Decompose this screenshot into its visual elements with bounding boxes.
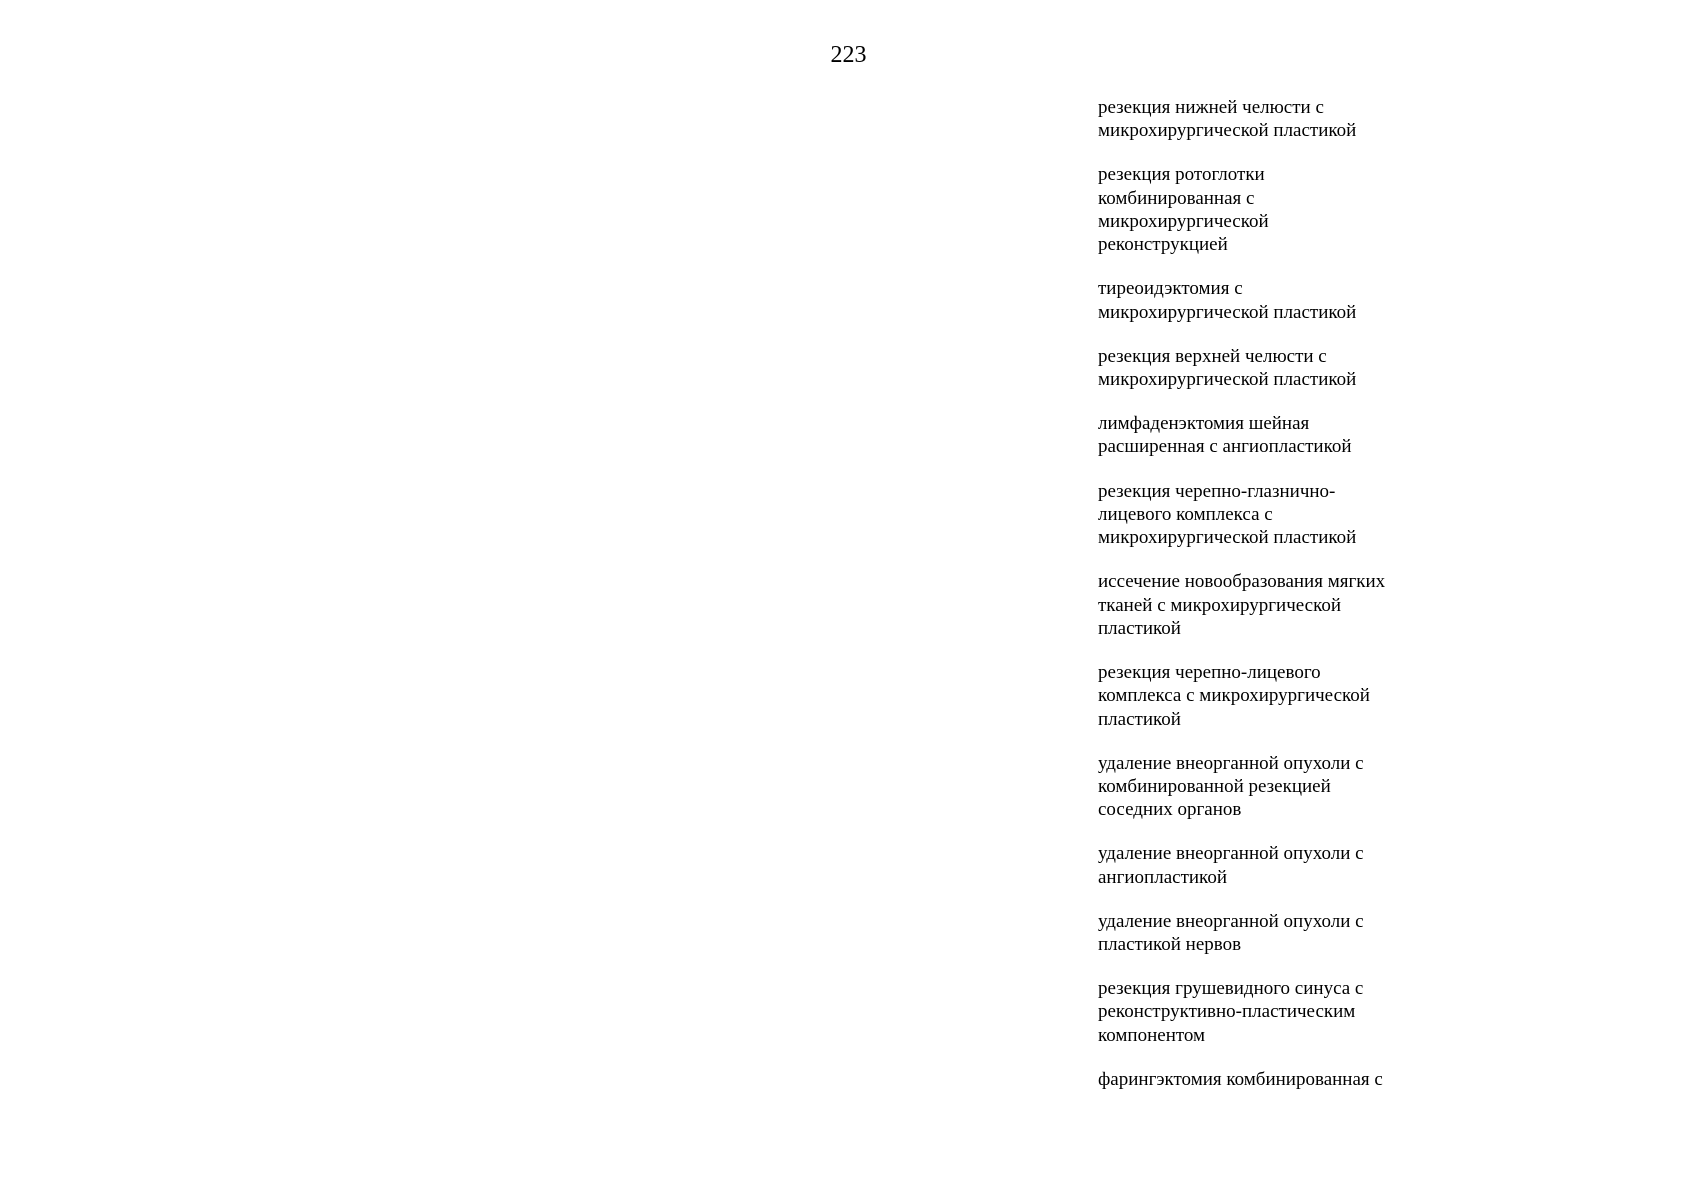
procedure-text-line: иссечение новообразования мягких xyxy=(1098,571,1386,593)
page-number: 223 xyxy=(830,42,867,68)
procedure-text-line: пластикой нервов xyxy=(1098,933,1242,955)
procedure-text-line: реконструкцией xyxy=(1098,234,1228,256)
procedure-item xyxy=(1098,412,1428,459)
procedure-item xyxy=(1098,842,1428,889)
procedure-item xyxy=(1098,480,1428,550)
procedure-text-line: соседних органов xyxy=(1098,799,1242,821)
procedure-item xyxy=(1098,570,1428,640)
procedure-item xyxy=(1098,163,1428,256)
procedure-item xyxy=(1098,277,1428,324)
procedure-text-line: резекция ротоглотки xyxy=(1098,164,1265,186)
procedure-text-line: тканей с микрохирургической xyxy=(1098,594,1342,616)
procedure-text-line: микрохирургической пластикой xyxy=(1098,120,1357,142)
procedure-text-line: резекция черепно-глазнично- xyxy=(1098,480,1336,502)
procedure-item xyxy=(1098,910,1428,957)
procedure-text-line: резекция верхней челюсти с xyxy=(1098,345,1327,367)
procedure-text-line: резекция черепно-лицевого xyxy=(1098,661,1321,683)
procedure-text-line: пластикой xyxy=(1098,708,1181,730)
procedure-text-line: пластикой xyxy=(1098,617,1181,639)
procedure-text-line: микрохирургической xyxy=(1098,210,1269,232)
procedure-text-line: удаление внеорганной опухоли с xyxy=(1098,910,1364,932)
procedure-item xyxy=(1098,661,1428,731)
procedure-text-line: расширенная с ангиопластикой xyxy=(1098,436,1352,458)
procedure-text-line: комбинированная с xyxy=(1098,187,1255,209)
procedure-list xyxy=(1098,96,1428,1112)
procedure-text-line: ангиопластикой xyxy=(1098,866,1227,888)
procedure-text-line: резекция грушевидного синуса с xyxy=(1098,978,1364,1000)
procedure-text-line: микрохирургической пластикой xyxy=(1098,301,1357,323)
procedure-item xyxy=(1098,1068,1428,1091)
procedure-text-line: лицевого комплекса с xyxy=(1098,503,1273,525)
procedure-text-line: лимфаденэктомия шейная xyxy=(1098,413,1310,435)
procedure-item xyxy=(1098,752,1428,822)
procedure-item xyxy=(1098,345,1428,392)
procedure-item xyxy=(1098,96,1428,143)
procedure-text-line: резекция нижней челюсти с xyxy=(1098,97,1324,118)
procedure-text-line: микрохирургической пластикой xyxy=(1098,527,1357,549)
procedure-text-line: удаление внеорганной опухоли с xyxy=(1098,752,1364,774)
procedure-text-line: реконструктивно-пластическим xyxy=(1098,1001,1356,1023)
procedure-text-line: микрохирургической пластикой xyxy=(1098,369,1357,391)
procedure-text-line: удаление внеорганной опухоли с xyxy=(1098,843,1364,865)
procedure-text-line: комплекса с микрохирургической xyxy=(1098,685,1370,707)
procedure-text-line: фарингэктомия комбинированная с xyxy=(1098,1068,1383,1090)
procedure-text-line: тиреоидэктомия с xyxy=(1098,278,1243,300)
procedure-text-line: комбинированной резекцией xyxy=(1098,775,1331,797)
procedure-text-line: компонентом xyxy=(1098,1024,1206,1046)
procedure-item xyxy=(1098,977,1428,1047)
